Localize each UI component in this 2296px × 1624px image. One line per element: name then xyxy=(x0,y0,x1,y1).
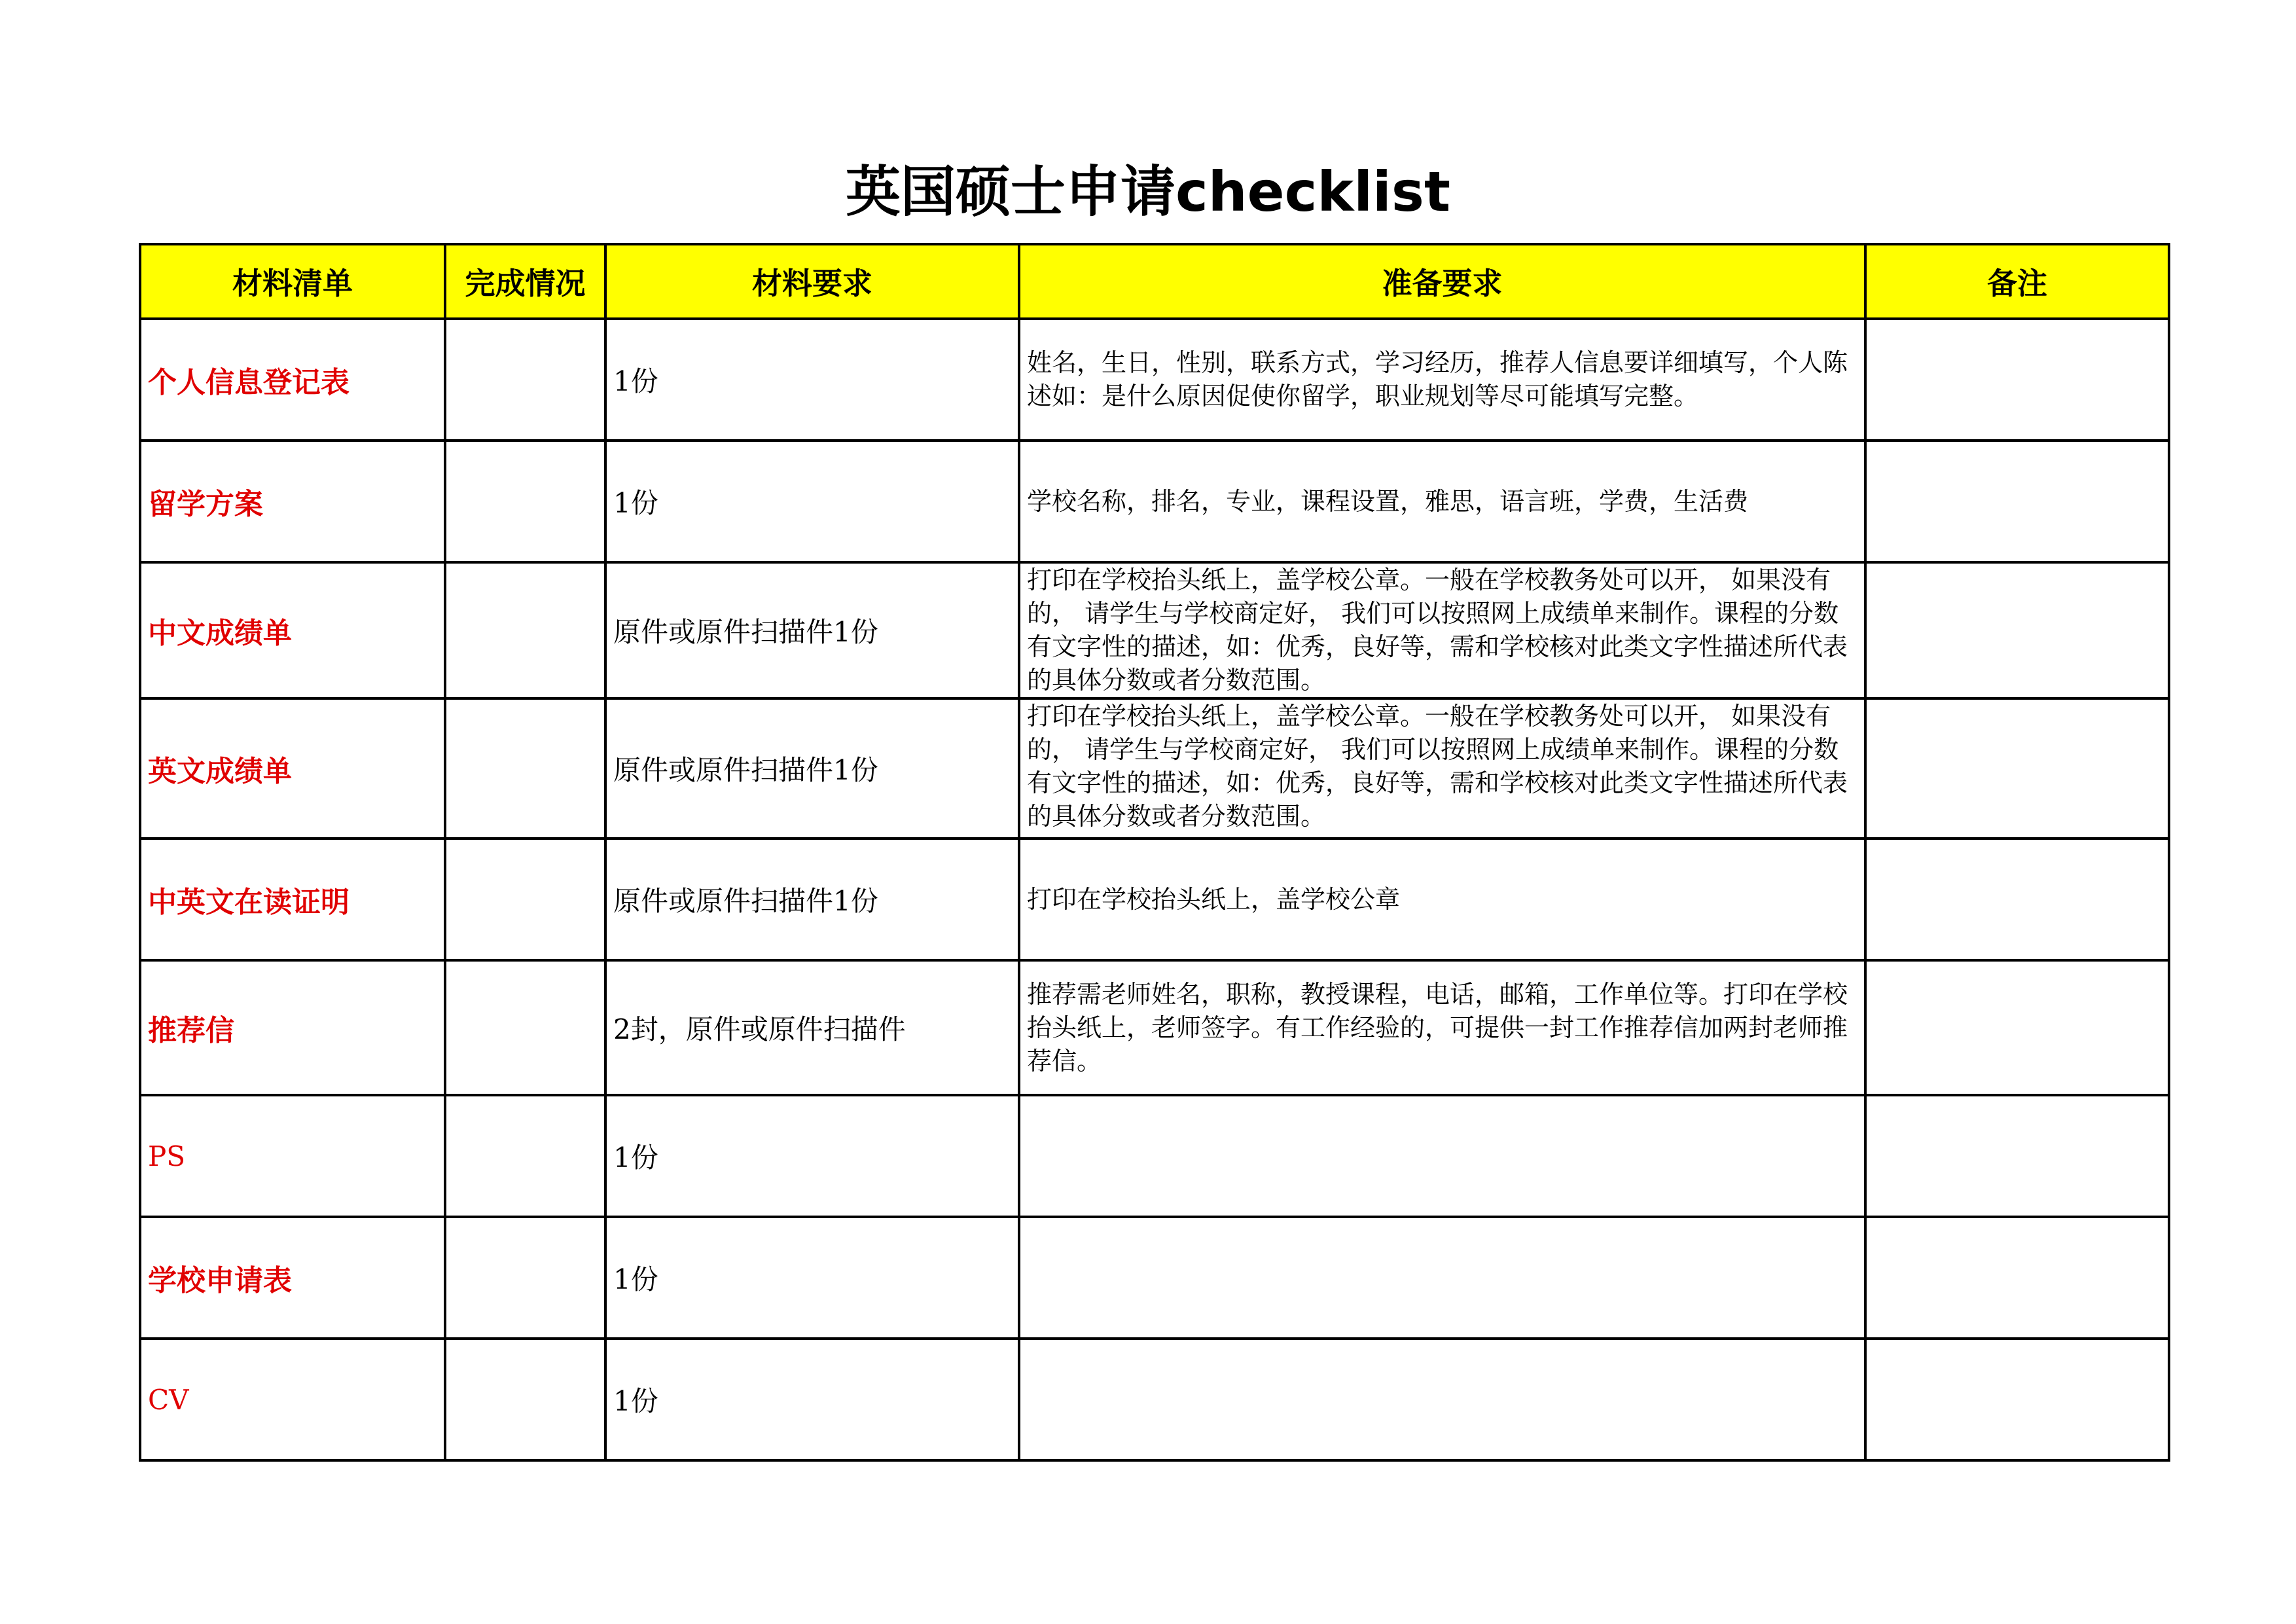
status-cell[interactable] xyxy=(445,562,605,698)
notes-cell[interactable] xyxy=(1865,1339,2169,1460)
requirement-cell: 1份 xyxy=(605,319,1019,441)
item-cell: 学校申请表 xyxy=(140,1217,445,1339)
notes-cell[interactable] xyxy=(1865,319,2169,441)
table-row xyxy=(140,1339,2169,1460)
notes-cell[interactable] xyxy=(1865,562,2169,698)
header-notes: 备注 xyxy=(1865,244,2169,319)
requirement-cell: 1份 xyxy=(605,1339,1019,1460)
preparation-cell: 学校名称，排名，专业，课程设置，雅思，语言班，学费，生活费 xyxy=(1019,441,1865,562)
item-cell: 留学方案 xyxy=(140,441,445,562)
checklist-table xyxy=(139,243,2170,1462)
requirement-cell: 1份 xyxy=(605,1095,1019,1217)
item-cell: 中英文在读证明 xyxy=(140,839,445,960)
status-cell[interactable] xyxy=(445,1095,605,1217)
table-row xyxy=(140,960,2169,1095)
requirement-cell: 原件或原件扫描件1份 xyxy=(605,562,1019,698)
item-cell: PS xyxy=(140,1095,445,1217)
preparation-cell: 打印在学校抬头纸上，盖学校公章 xyxy=(1019,839,1865,960)
notes-cell[interactable] xyxy=(1865,839,2169,960)
page-title: 英国硕士申请checklist xyxy=(846,160,1450,224)
status-cell[interactable] xyxy=(445,839,605,960)
item-cell: 中文成绩单 xyxy=(140,562,445,698)
requirement-cell: 1份 xyxy=(605,441,1019,562)
item-cell: CV xyxy=(140,1339,445,1460)
notes-cell[interactable] xyxy=(1865,960,2169,1095)
table-row xyxy=(140,1217,2169,1339)
header-requirement: 材料要求 xyxy=(605,244,1019,319)
preparation-cell xyxy=(1019,1339,1865,1460)
preparation-cell xyxy=(1019,1095,1865,1217)
table-row xyxy=(140,319,2169,441)
header-status: 完成情况 xyxy=(445,244,605,319)
notes-cell[interactable] xyxy=(1865,441,2169,562)
requirement-cell: 2封，原件或原件扫描件 xyxy=(605,960,1019,1095)
requirement-cell: 原件或原件扫描件1份 xyxy=(605,839,1019,960)
status-cell[interactable] xyxy=(445,698,605,839)
item-cell: 个人信息登记表 xyxy=(140,319,445,441)
notes-cell[interactable] xyxy=(1865,1095,2169,1217)
item-cell: 英文成绩单 xyxy=(140,698,445,839)
preparation-cell: 打印在学校抬头纸上，盖学校公章。一般在学校教务处可以开， 如果没有的， 请学生与学校商定好， 我们可以按照网上成绩单来制作。课程的分数有文字性的描述，如：优秀，良好等，需和学校核对此类文字性描述所代表的具体分数或者分数范围。 xyxy=(1019,562,1865,698)
table-row xyxy=(140,839,2169,960)
header-row xyxy=(140,244,2169,319)
table-row xyxy=(140,698,2169,839)
item-cell: 推荐信 xyxy=(140,960,445,1095)
header-item: 材料清单 xyxy=(140,244,445,319)
status-cell[interactable] xyxy=(445,960,605,1095)
preparation-cell: 打印在学校抬头纸上，盖学校公章。一般在学校教务处可以开， 如果没有的， 请学生与学校商定好， 我们可以按照网上成绩单来制作。课程的分数有文字性的描述，如：优秀，良好等，需和学校核对此类文字性描述所代表的具体分数或者分数范围。 xyxy=(1019,698,1865,839)
notes-cell[interactable] xyxy=(1865,698,2169,839)
status-cell[interactable] xyxy=(445,319,605,441)
requirement-cell: 1份 xyxy=(605,1217,1019,1339)
status-cell[interactable] xyxy=(445,1339,605,1460)
requirement-cell: 原件或原件扫描件1份 xyxy=(605,698,1019,839)
preparation-cell: 推荐需老师姓名，职称，教授课程，电话，邮箱，工作单位等。打印在学校抬头纸上，老师签字。有工作经验的，可提供一封工作推荐信加两封老师推荐信。 xyxy=(1019,960,1865,1095)
status-cell[interactable] xyxy=(445,441,605,562)
notes-cell[interactable] xyxy=(1865,1217,2169,1339)
header-preparation: 准备要求 xyxy=(1019,244,1865,319)
preparation-cell xyxy=(1019,1217,1865,1339)
preparation-cell: 姓名，生日，性别，联系方式，学习经历，推荐人信息要详细填写，个人陈述如：是什么原因促使你留学，职业规划等尽可能填写完整。 xyxy=(1019,319,1865,441)
status-cell[interactable] xyxy=(445,1217,605,1339)
table-row xyxy=(140,1095,2169,1217)
table-row xyxy=(140,562,2169,698)
table-row xyxy=(140,441,2169,562)
